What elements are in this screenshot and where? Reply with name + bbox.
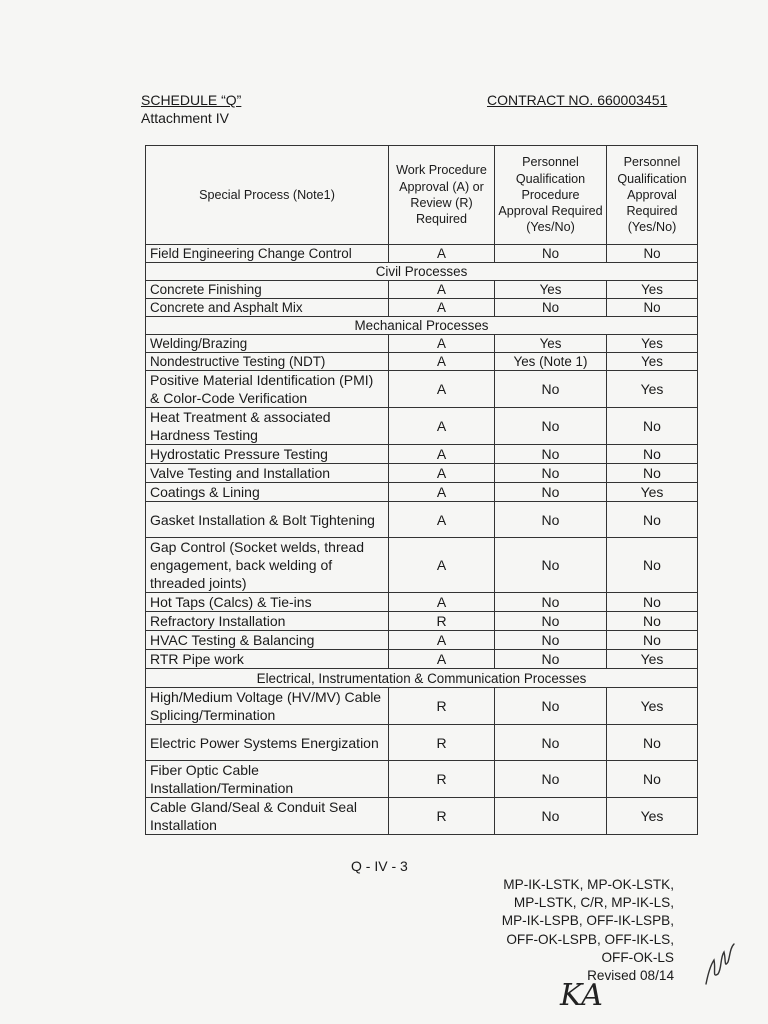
pq-approval-cell: No xyxy=(607,538,698,593)
process-cell: Refractory Installation xyxy=(146,612,389,631)
table-row xyxy=(146,798,698,835)
pq-procedure-cell: No xyxy=(495,299,607,317)
pq-procedure-cell: No xyxy=(495,445,607,464)
work-procedure-cell: A xyxy=(389,502,495,538)
pq-approval-cell: Yes xyxy=(607,281,698,299)
work-procedure-cell: R xyxy=(389,725,495,761)
work-procedure-cell: A xyxy=(389,335,495,353)
work-procedure-cell: R xyxy=(389,612,495,631)
table-row xyxy=(146,725,698,761)
pq-procedure-cell: No xyxy=(495,464,607,483)
handwritten-signature-icon xyxy=(700,940,736,990)
table-row xyxy=(146,612,698,631)
table-row xyxy=(146,538,698,593)
pq-procedure-cell: No xyxy=(495,593,607,612)
process-cell: HVAC Testing & Balancing xyxy=(146,631,389,650)
table-row xyxy=(146,761,698,798)
pq-approval-cell: No xyxy=(607,464,698,483)
header-work-procedure: Work Procedure Approval (A) or Review (R) Required xyxy=(389,146,495,245)
header-pq-approval: Personnel Qualification Approval Required (Yes/No) xyxy=(607,146,698,245)
process-cell: RTR Pipe work xyxy=(146,650,389,669)
handwritten-initials: KA xyxy=(560,978,603,1013)
header-pq-procedure: Personnel Qualification Procedure Approval Required (Yes/No) xyxy=(495,146,607,245)
work-procedure-cell: R xyxy=(389,688,495,725)
work-procedure-cell: R xyxy=(389,761,495,798)
pq-approval-cell: No xyxy=(607,245,698,263)
pq-procedure-cell: No xyxy=(495,538,607,593)
document-codes xyxy=(502,876,674,985)
pq-approval-cell: No xyxy=(607,725,698,761)
special-process-table xyxy=(145,145,698,835)
pq-procedure-cell: No xyxy=(495,408,607,445)
process-cell: Gap Control (Socket welds, thread engagement, back welding of threaded joints) xyxy=(146,538,389,593)
work-procedure-cell: A xyxy=(389,353,495,371)
table-row xyxy=(146,281,698,299)
work-procedure-cell: A xyxy=(389,299,495,317)
work-procedure-cell: A xyxy=(389,483,495,502)
pq-procedure-cell: No xyxy=(495,371,607,408)
table-row xyxy=(146,408,698,445)
work-procedure-cell: A xyxy=(389,650,495,669)
pq-approval-cell: Yes xyxy=(607,335,698,353)
code-line: MP-IK-LSTK, MP-OK-LSTK, xyxy=(503,877,674,892)
section-row xyxy=(146,317,698,335)
pq-approval-cell: No xyxy=(607,445,698,464)
header-special-process: Special Process (Note1) xyxy=(146,146,389,245)
pq-procedure-cell: No xyxy=(495,650,607,669)
process-cell: Hydrostatic Pressure Testing xyxy=(146,445,389,464)
pq-procedure-cell: No xyxy=(495,631,607,650)
table-row xyxy=(146,371,698,408)
section-row xyxy=(146,263,698,281)
process-cell: Cable Gland/Seal & Conduit Seal Installation xyxy=(146,798,389,835)
revised-line: Revised 08/14 xyxy=(587,968,674,984)
code-line: OFF-OK-LS xyxy=(601,949,674,965)
code-line: OFF-OK-LSPB, OFF-IK-LS, xyxy=(506,931,674,947)
process-cell: Hot Taps (Calcs) & Tie-ins xyxy=(146,593,389,612)
pq-procedure-cell: No xyxy=(495,761,607,798)
pq-approval-cell: Yes xyxy=(607,353,698,371)
pq-approval-cell: No xyxy=(607,593,698,612)
work-procedure-cell: A xyxy=(389,631,495,650)
pq-approval-cell: No xyxy=(607,408,698,445)
work-procedure-cell: R xyxy=(389,798,495,835)
work-procedure-cell: A xyxy=(389,408,495,445)
pq-procedure-cell: No xyxy=(495,245,607,263)
pq-procedure-cell: No xyxy=(495,725,607,761)
section-title: Electrical, Instrumentation & Communication Processes xyxy=(146,669,698,688)
schedule-title: SCHEDULE “Q” xyxy=(141,92,242,108)
work-procedure-cell: A xyxy=(389,245,495,263)
table-header-row xyxy=(146,146,698,245)
pq-approval-cell: No xyxy=(607,612,698,631)
table-row xyxy=(146,650,698,669)
contract-number: CONTRACT NO. 660003451 xyxy=(487,92,668,108)
pq-procedure-cell: No xyxy=(495,688,607,725)
pq-procedure-cell: No xyxy=(495,483,607,502)
table-row xyxy=(146,631,698,650)
section-title: Civil Processes xyxy=(146,263,698,281)
work-procedure-cell: A xyxy=(389,464,495,483)
pq-approval-cell: No xyxy=(607,631,698,650)
process-cell: Positive Material Identification (PMI) & Color-Code Verification xyxy=(146,371,389,408)
pq-approval-cell: Yes xyxy=(607,798,698,835)
process-cell: Gasket Installation & Bolt Tightening xyxy=(146,502,389,538)
process-cell: Concrete Finishing xyxy=(146,281,389,299)
pq-approval-cell: Yes xyxy=(607,371,698,408)
table-row xyxy=(146,483,698,502)
table-row xyxy=(146,335,698,353)
work-procedure-cell: A xyxy=(389,538,495,593)
pq-procedure-cell: No xyxy=(495,612,607,631)
pq-procedure-cell: Yes xyxy=(495,335,607,353)
work-procedure-cell: A xyxy=(389,445,495,464)
table-row xyxy=(146,299,698,317)
pq-approval-cell: No xyxy=(607,299,698,317)
table-row xyxy=(146,464,698,483)
pq-approval-cell: No xyxy=(607,502,698,538)
pq-procedure-cell: Yes xyxy=(495,281,607,299)
process-cell: Heat Treatment & associated Hardness Testing xyxy=(146,408,389,445)
section-row xyxy=(146,669,698,688)
process-cell: Welding/Brazing xyxy=(146,335,389,353)
table-row xyxy=(146,353,698,371)
work-procedure-cell: A xyxy=(389,371,495,408)
process-cell: Coatings & Lining xyxy=(146,483,389,502)
process-cell: Field Engineering Change Control xyxy=(146,245,389,263)
pq-procedure-cell: No xyxy=(495,502,607,538)
code-line: MP-LSTK, C/R, MP-IK-LS, xyxy=(513,895,674,911)
attachment-label: Attachment IV xyxy=(141,110,229,126)
pq-procedure-cell: No xyxy=(495,798,607,835)
process-cell: Fiber Optic Cable Installation/Termination xyxy=(146,761,389,798)
work-procedure-cell: A xyxy=(389,593,495,612)
section-title: Mechanical Processes xyxy=(146,317,698,335)
process-cell: Concrete and Asphalt Mix xyxy=(146,299,389,317)
table-row xyxy=(146,593,698,612)
work-procedure-cell: A xyxy=(389,281,495,299)
pq-approval-cell: Yes xyxy=(607,688,698,725)
page-number: Q - IV - 3 xyxy=(351,858,408,874)
process-cell: Nondestructive Testing (NDT) xyxy=(146,353,389,371)
pq-procedure-cell: Yes (Note 1) xyxy=(495,353,607,371)
process-cell: Valve Testing and Installation xyxy=(146,464,389,483)
table-row xyxy=(146,245,698,263)
table-body xyxy=(146,245,698,835)
pq-approval-cell: No xyxy=(607,761,698,798)
process-cell: Electric Power Systems Energization xyxy=(146,725,389,761)
code-line: MP-IK-LSPB, OFF-IK-LSPB, xyxy=(501,913,674,929)
pq-approval-cell: Yes xyxy=(607,483,698,502)
process-cell: High/Medium Voltage (HV/MV) Cable Splicing/Termination xyxy=(146,688,389,725)
table-row xyxy=(146,688,698,725)
table-row xyxy=(146,445,698,464)
table-row xyxy=(146,502,698,538)
pq-approval-cell: Yes xyxy=(607,650,698,669)
